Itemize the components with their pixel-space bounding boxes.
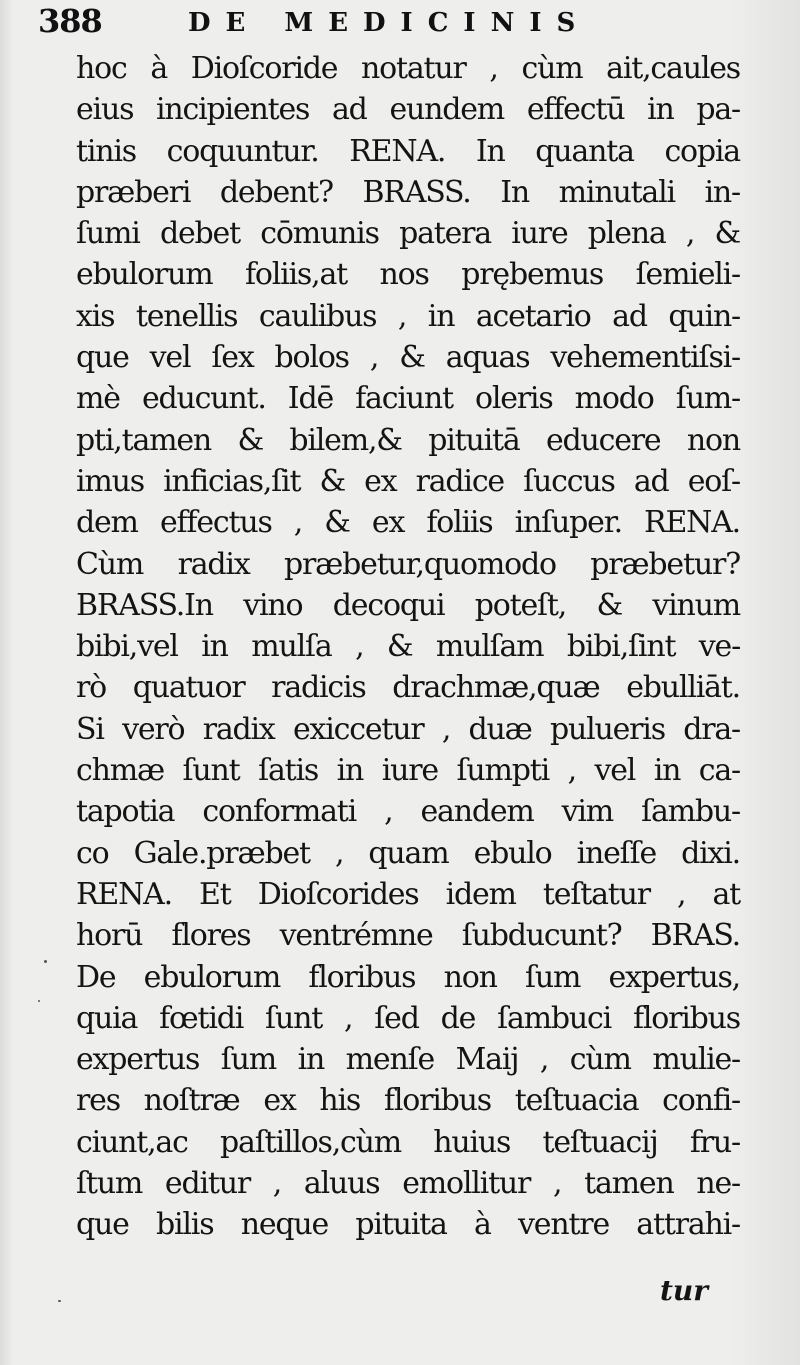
text-line: De ebulorum floribus non ſum expertus,	[76, 959, 740, 995]
text-line: dem effectus , & ex foliis inſuper. RENA.	[76, 505, 740, 541]
text-line: expertus ſum in menſe Maij , cùm mulie-	[76, 1042, 740, 1078]
text-line: rò quatuor radicis drachmæ,quæ ebulliāt.	[76, 670, 740, 706]
text-line: que vel ſex bolos , & aquas vehementiſsi-	[76, 340, 740, 376]
text-line: RENA. Et Dioſcorides idem teſtatur , at	[76, 876, 740, 912]
text-line: ciunt,ac paſtillos,cùm huius teſtuacij fru-	[76, 1124, 740, 1160]
text-line: xis tenellis caulibus , in acetario ad quin-	[76, 298, 740, 334]
text-line: imus inficias,ſit & ex radice ſuccus ad eoſ-	[76, 463, 740, 499]
text-line: ſtum editur , aluus emollitur , tamen ne-	[76, 1166, 740, 1202]
page-header	[38, 2, 758, 42]
text-line: Cùm radix præbetur,quomodo præbetur?	[76, 546, 740, 582]
text-line: Si verò radix exiccetur , duæ pulueris dra-	[76, 711, 740, 747]
text-line: præberi debent? BRASS. In minutali in-	[76, 174, 740, 210]
catchword: tur	[660, 1274, 709, 1307]
running-head: DE MEDICINIS	[188, 8, 591, 38]
ink-speck	[38, 1000, 40, 1002]
text-line: ſumi debet cōmunis patera iure plena , &	[76, 216, 740, 252]
text-line: bibi,vel in mulſa , & mulſam bibi,ſint ve-	[76, 629, 740, 665]
text-line: BRASS.In vino decoqui poteſt, & vinum	[76, 587, 740, 623]
ink-speck	[58, 1300, 61, 1302]
text-line: pti,tamen & bilem,& pituitā educere non	[76, 422, 740, 458]
text-line: co Gale.præbet , quam ebulo ineſſe dixi.	[76, 835, 740, 871]
text-line: tapotia conformati , eandem vim ſambu-	[76, 794, 740, 830]
page-number: 388	[38, 2, 102, 40]
text-line: que bilis neque pituita à ventre attrahi-	[76, 1207, 740, 1243]
text-line: ebulorum foliis,at nos prębemus ſemieli-	[76, 257, 740, 293]
text-line: hoc à Dioſcoride notatur , cùm ait,caules	[76, 51, 740, 86]
page-edge-shadow	[730, 0, 800, 1365]
text-line: res noſtræ ex his floribus teſtuacia confi-	[76, 1083, 740, 1119]
text-line: quia fœtidi ſunt , ſed de ſambuci floribus	[76, 1000, 740, 1036]
text-line: eius incipientes ad eundem effectū in pa-	[76, 92, 740, 128]
text-line: tinis coquuntur. RENA. In quanta copia	[76, 133, 740, 169]
ink-speck	[44, 960, 47, 963]
text-line: chmæ ſunt ſatis in iure ſumpti , vel in ca-	[76, 753, 740, 789]
text-line: mè educunt. Idē faciunt oleris modo ſum-	[76, 381, 740, 417]
body-text	[76, 48, 740, 1246]
page-gutter-shadow	[0, 0, 14, 1365]
text-line: horū flores ventrémne ſubducunt? BRAS.	[76, 918, 740, 954]
